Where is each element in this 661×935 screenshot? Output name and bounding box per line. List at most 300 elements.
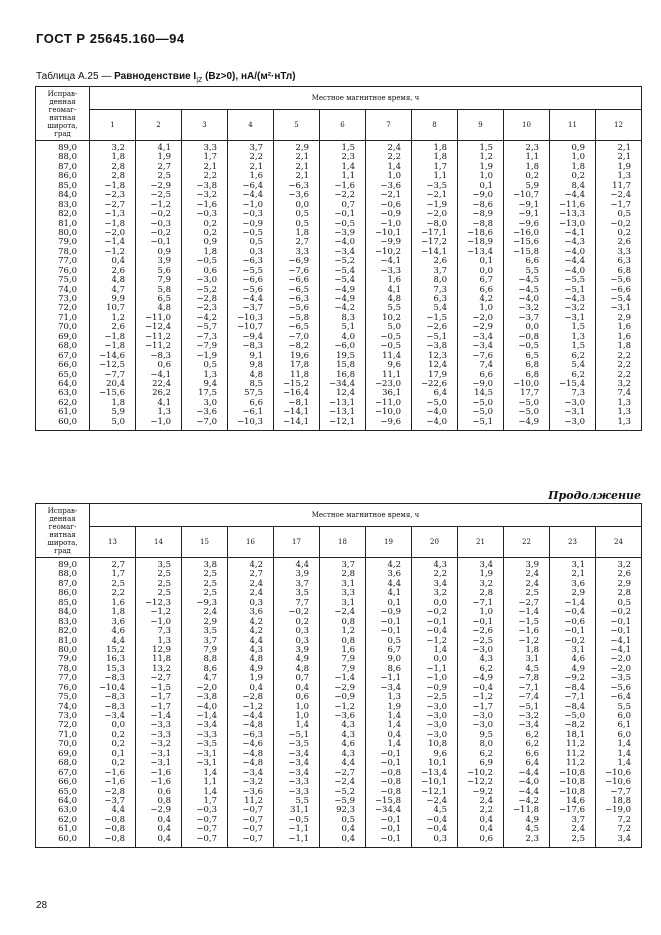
table-cell: −3,1 bbox=[564, 312, 585, 323]
latitude-value: 75,0 bbox=[58, 692, 77, 703]
table-cell: 2,3 bbox=[341, 152, 355, 163]
table-cell: 2,3 bbox=[525, 143, 539, 153]
table-cell: −5,1 bbox=[564, 284, 585, 295]
table-cell: −1,3 bbox=[104, 209, 125, 220]
table-cell: −4,0 bbox=[334, 237, 355, 248]
latitude-value: 76,0 bbox=[58, 265, 77, 276]
table-cell: 9,8 bbox=[249, 360, 263, 371]
table-cell: −17,2 bbox=[420, 237, 447, 248]
table-cell: −15,2 bbox=[282, 378, 309, 389]
table-cell: −9,6 bbox=[518, 218, 539, 229]
table-cell: 9,1 bbox=[249, 350, 263, 361]
table-cell: 11,2 bbox=[244, 795, 263, 806]
latitude-value: 69,0 bbox=[58, 748, 77, 759]
table-cell: 1,9 bbox=[249, 673, 263, 684]
latitude-header-line: град bbox=[54, 129, 71, 138]
table-cell: 5,5 bbox=[525, 265, 539, 276]
latitude-header-line: град bbox=[54, 546, 71, 555]
hour-header: 6 bbox=[320, 110, 366, 141]
table-cell: −5,0 bbox=[518, 407, 539, 418]
table-cell: 2,4 bbox=[571, 824, 585, 835]
table-cell: 4,8 bbox=[387, 294, 401, 304]
latitude-column bbox=[36, 558, 90, 848]
table-cell: −7,1 bbox=[472, 597, 493, 608]
table-cell: 1,8 bbox=[433, 143, 447, 153]
latitude-value: 82,0 bbox=[58, 209, 77, 220]
table-cell: −4,9 bbox=[334, 294, 355, 304]
table-cell: 0,9 bbox=[571, 143, 585, 153]
table-cell: −0,7 bbox=[242, 824, 263, 835]
table-cell: −0,8 bbox=[104, 824, 125, 835]
table-cell: 4,1 bbox=[387, 588, 401, 599]
table-cell: −3,4 bbox=[288, 767, 309, 778]
table-cell: −3,8 bbox=[196, 180, 217, 191]
table-cell: 3,3 bbox=[341, 588, 355, 599]
table-cell: −3,4 bbox=[196, 720, 217, 731]
table-cell: −1,4 bbox=[518, 607, 539, 618]
table-cell: 3,1 bbox=[571, 560, 585, 570]
table-cell: 0,4 bbox=[249, 682, 263, 693]
table-cell: −0,7 bbox=[242, 805, 263, 816]
table-cell: 4,5 bbox=[525, 824, 539, 835]
table-cell: 1,8 bbox=[525, 644, 539, 655]
page-number: 28 bbox=[36, 900, 48, 911]
table-cell: −10,3 bbox=[236, 312, 263, 323]
table-cell: 4,3 bbox=[341, 729, 355, 740]
table-cell: −4,1 bbox=[380, 256, 401, 267]
table-cell: −2,4 bbox=[426, 795, 447, 806]
value-column bbox=[90, 141, 136, 431]
table-cell: −0,1 bbox=[472, 616, 493, 627]
table-cell: −4,6 bbox=[242, 739, 263, 750]
latitude-value: 63,0 bbox=[58, 805, 77, 816]
hour-header: 9 bbox=[458, 110, 504, 141]
value-column bbox=[412, 141, 458, 431]
table-cell: 4,8 bbox=[249, 654, 263, 665]
table-cell: 0,4 bbox=[479, 814, 493, 825]
table-cell: 2,4 bbox=[249, 588, 263, 599]
table-cell: −2,0 bbox=[610, 663, 632, 674]
table-cell: 1,6 bbox=[617, 331, 632, 342]
table-cell: −3,9 bbox=[334, 227, 355, 238]
latitude-header-line: широта, bbox=[47, 121, 78, 130]
table-cell: −5,6 bbox=[610, 275, 632, 286]
table-cell: 19,5 bbox=[336, 350, 355, 361]
latitude-value: 66,0 bbox=[58, 360, 77, 371]
table-cell: 0,1 bbox=[479, 256, 493, 267]
table-cell: −3,2 bbox=[242, 777, 263, 788]
latitude-value: 80,0 bbox=[58, 644, 77, 655]
table-cell: −8,3 bbox=[104, 701, 125, 712]
table-cell: −1,4 bbox=[196, 711, 217, 721]
table-cell: −7,3 bbox=[196, 331, 217, 342]
table-cell: −5,6 bbox=[610, 682, 632, 693]
table-cell: 1,9 bbox=[617, 161, 632, 172]
table-cell: 1,4 bbox=[295, 720, 309, 731]
table-cell: 2,2 bbox=[617, 350, 632, 361]
table-cell: 3,9 bbox=[525, 560, 539, 570]
table-cell: 4,5 bbox=[433, 805, 447, 816]
table-cell: −6,1 bbox=[242, 407, 263, 418]
table-cell: 8,3 bbox=[341, 312, 355, 323]
table-cell: 10,1 bbox=[428, 758, 447, 769]
table-cell: −0,1 bbox=[610, 616, 632, 627]
table-cell: 2,5 bbox=[571, 833, 585, 844]
table-cell: −4,3 bbox=[564, 294, 585, 304]
table-cell: 10,2 bbox=[382, 312, 401, 323]
table-cell: 1,0 bbox=[387, 171, 401, 182]
table-cell: −22,6 bbox=[420, 378, 447, 389]
value-column bbox=[550, 141, 596, 431]
table-cell: 4,9 bbox=[525, 814, 539, 825]
table-cell: 1,5 bbox=[341, 143, 355, 153]
table-cell: −4,5 bbox=[518, 275, 539, 286]
table-cell: 1,4 bbox=[387, 711, 401, 721]
table-cell: −1,6 bbox=[334, 180, 355, 191]
latitude-value: 86,0 bbox=[58, 588, 77, 599]
latitude-value: 64,0 bbox=[58, 378, 77, 389]
table-cell: −5,0 bbox=[564, 711, 585, 721]
latitude-value: 76,0 bbox=[58, 682, 77, 693]
latitude-header-line: геомаг- bbox=[48, 105, 77, 114]
latitude-value: 87,0 bbox=[58, 578, 77, 589]
table-cell: 2,2 bbox=[203, 171, 217, 182]
table-cell: −1,4 bbox=[104, 237, 125, 248]
hour-header: 15 bbox=[182, 527, 228, 558]
table-cell: 9,4 bbox=[203, 378, 217, 389]
table-cell: −3,4 bbox=[472, 341, 493, 352]
table-cell: −2,6 bbox=[426, 322, 447, 333]
table-cell: −0,3 bbox=[196, 805, 217, 816]
table-cell: −1,2 bbox=[150, 607, 171, 618]
table-cell: 2,5 bbox=[157, 171, 171, 182]
value-column bbox=[596, 558, 642, 848]
table-cell: −1,4 bbox=[334, 673, 355, 684]
table-cell: −4,0 bbox=[564, 246, 585, 257]
value-column bbox=[228, 141, 274, 431]
table-cell: −3,1 bbox=[196, 748, 217, 759]
table-cell: −2,3 bbox=[196, 303, 217, 314]
table-cell: 1,8 bbox=[111, 152, 125, 163]
table-cell: −17,1 bbox=[420, 227, 447, 238]
table-cell: −3,3 bbox=[150, 720, 171, 731]
latitude-value: 68,0 bbox=[58, 341, 77, 352]
table-cell: −2,0 bbox=[472, 312, 493, 323]
table-cell: 5,9 bbox=[525, 180, 539, 191]
table-cell: −15,6 bbox=[512, 237, 539, 248]
table-cell: −2,8 bbox=[242, 692, 263, 703]
table-cell: −3,4 bbox=[288, 758, 309, 769]
table-cell: −7,6 bbox=[472, 350, 493, 361]
table-cell: −0,8 bbox=[104, 833, 125, 844]
latitude-value: 65,0 bbox=[58, 369, 77, 380]
table-cell: −0,4 bbox=[426, 814, 447, 825]
table-cell: 1,1 bbox=[203, 777, 217, 788]
table-cell: −14,1 bbox=[282, 407, 309, 418]
table-cell: −0,9 bbox=[380, 209, 401, 220]
table-cell: −1,2 bbox=[518, 635, 539, 646]
table-cell: 1,3 bbox=[617, 397, 632, 408]
table-cell: −2,7 bbox=[150, 673, 171, 684]
table-cell: −8,4 bbox=[564, 701, 585, 712]
table-cell: −0,3 bbox=[196, 209, 217, 220]
value-column bbox=[504, 141, 550, 431]
table-cell: −4,2 bbox=[196, 312, 217, 323]
table-cell: −0,2 bbox=[288, 607, 309, 618]
table-cell: 2,6 bbox=[111, 322, 125, 333]
table-cell: −1,6 bbox=[104, 777, 125, 788]
table-cell: 0,1 bbox=[479, 180, 493, 191]
latitude-value: 79,0 bbox=[58, 654, 77, 665]
table-cell: −3,2 bbox=[150, 739, 171, 750]
table-cell: −4,4 bbox=[518, 767, 539, 778]
table-cell: −3,3 bbox=[288, 777, 309, 788]
table-cell: −1,8 bbox=[104, 341, 125, 352]
table-cell: −2,1 bbox=[380, 190, 401, 201]
latitude-value: 78,0 bbox=[58, 663, 77, 674]
caption-condition: (Bz>0), нА/(м²·нТл) bbox=[202, 71, 296, 82]
table-cell: 5,5 bbox=[617, 701, 632, 712]
table-cell: 3,9 bbox=[157, 256, 171, 267]
table-cell: −7,4 bbox=[518, 692, 539, 703]
table-cell: −8,3 bbox=[242, 341, 263, 352]
table-cell: −9,2 bbox=[472, 786, 493, 797]
table-cell: −0,1 bbox=[334, 209, 355, 220]
table-cell: 4,7 bbox=[111, 284, 125, 295]
table-cell: 4,1 bbox=[157, 143, 171, 153]
table-cell: 4,7 bbox=[203, 673, 217, 684]
table-cell: −10,2 bbox=[374, 246, 401, 257]
table-cell: 7,2 bbox=[617, 814, 632, 825]
table-cell: −3,7 bbox=[104, 795, 125, 806]
latitude-column bbox=[36, 141, 90, 431]
table-cell: −10,1 bbox=[374, 227, 401, 238]
caption-subscript: |Z bbox=[196, 77, 203, 84]
table-cell: 1,4 bbox=[387, 161, 401, 172]
table-cell: −10,7 bbox=[512, 190, 539, 201]
table-cell: 11,2 bbox=[566, 758, 585, 769]
table-cell: −3,3 bbox=[150, 729, 171, 740]
table-cell: 2,5 bbox=[525, 588, 539, 599]
table-cell: −4,2 bbox=[518, 795, 539, 806]
table-cell: 0,5 bbox=[295, 218, 309, 229]
table-cell: −0,4 bbox=[426, 626, 447, 637]
table-cell: −1,8 bbox=[104, 331, 125, 342]
hour-header: 17 bbox=[274, 527, 320, 558]
table-cell: −13,4 bbox=[466, 246, 493, 257]
table-cell: −3,5 bbox=[426, 180, 447, 191]
latitude-value: 81,0 bbox=[58, 218, 77, 229]
table-cell: 12,9 bbox=[152, 644, 171, 655]
table-cell: −5,1 bbox=[472, 416, 493, 427]
table-cell: 7,3 bbox=[157, 626, 171, 637]
table-cell: 6,7 bbox=[479, 275, 493, 286]
local-time-header: Местное магнитное время, ч bbox=[90, 87, 642, 110]
table-cell: −0,5 bbox=[196, 256, 217, 267]
table-cell: 1,7 bbox=[433, 161, 447, 172]
table-cell: 2,1 bbox=[203, 161, 217, 172]
table-cell: 6,6 bbox=[525, 748, 539, 759]
table-cell: −10,1 bbox=[420, 777, 447, 788]
table-cell: −5,6 bbox=[288, 303, 309, 314]
table-cell: −0,2 bbox=[150, 227, 171, 238]
table-cell: 4,1 bbox=[157, 397, 171, 408]
table-cell: 1,4 bbox=[387, 739, 401, 750]
table-cell: −1,7 bbox=[610, 199, 632, 210]
table-cell: −1,0 bbox=[150, 616, 171, 627]
table-cell: 3,7 bbox=[203, 635, 217, 646]
table-cell: 8,4 bbox=[571, 180, 585, 191]
table-cell: −1,6 bbox=[150, 777, 171, 788]
table-cell: −0,5 bbox=[288, 814, 309, 825]
table-cell: −3,3 bbox=[196, 729, 217, 740]
table-cell: 4,9 bbox=[249, 663, 263, 674]
table-cell: 2,7 bbox=[295, 237, 309, 248]
table-cell: −0,7 bbox=[196, 814, 217, 825]
value-column bbox=[274, 141, 320, 431]
table-cell: 92,3 bbox=[336, 805, 355, 816]
table-cell: −2,4 bbox=[334, 607, 355, 618]
table-cell: 0,6 bbox=[157, 360, 171, 371]
table-cell: 6,2 bbox=[479, 748, 493, 759]
latitude-value: 72,0 bbox=[58, 303, 77, 314]
table-cell: 2,6 bbox=[433, 256, 447, 267]
table-cell: 7,7 bbox=[295, 597, 309, 608]
table-cell: −4,1 bbox=[564, 227, 585, 238]
table-cell: −1,5 bbox=[518, 616, 539, 627]
value-column bbox=[228, 558, 274, 848]
table-cell: −3,4 bbox=[104, 711, 125, 721]
value-column bbox=[182, 558, 228, 848]
latitude-value: 85,0 bbox=[58, 597, 77, 608]
latitude-value: 60,0 bbox=[58, 416, 77, 427]
table-cell: −0,1 bbox=[380, 748, 401, 759]
table-cell: −5,5 bbox=[242, 265, 263, 276]
table-cell: −13,3 bbox=[558, 209, 585, 220]
table-cell: −3,6 bbox=[242, 786, 263, 797]
table-cell: −4,4 bbox=[242, 294, 263, 304]
table-cell: −9,3 bbox=[196, 597, 217, 608]
table-cell: 3,6 bbox=[387, 569, 401, 580]
table-cell: −0,7 bbox=[196, 824, 217, 835]
table-cell: 1,4 bbox=[387, 720, 401, 731]
table-cell: 1,6 bbox=[387, 275, 401, 286]
table-row bbox=[36, 141, 642, 431]
hour-header: 4 bbox=[228, 110, 274, 141]
table-cell: −2,0 bbox=[610, 654, 632, 665]
table-cell: −8,3 bbox=[150, 350, 171, 361]
table-hours-13-24 bbox=[35, 503, 642, 848]
table-cell: −11,8 bbox=[512, 805, 539, 816]
table-cell: 6,4 bbox=[433, 388, 447, 399]
table-cell: −12,4 bbox=[144, 322, 171, 333]
hour-header: 7 bbox=[366, 110, 412, 141]
table-cell: 6,6 bbox=[479, 284, 493, 295]
table-cell: −1,4 bbox=[564, 597, 585, 608]
table-cell: 4,4 bbox=[387, 578, 401, 589]
table-cell: −5,4 bbox=[334, 265, 355, 276]
table-cell: −6,4 bbox=[610, 692, 632, 703]
table-cell: 1,8 bbox=[111, 397, 125, 408]
table-cell: 9,0 bbox=[387, 654, 401, 665]
table-cell: 8,8 bbox=[203, 654, 217, 665]
table-cell: 6,4 bbox=[525, 758, 539, 769]
hour-header: 2 bbox=[136, 110, 182, 141]
table-cell: −7,1 bbox=[518, 682, 539, 693]
table-cell: 14,5 bbox=[474, 388, 493, 399]
hour-header: 20 bbox=[412, 527, 458, 558]
table-cell: 11,4 bbox=[382, 350, 401, 361]
table-cell: 4,2 bbox=[387, 560, 401, 570]
table-cell: −8,9 bbox=[472, 209, 493, 220]
table-cell: 4,2 bbox=[249, 560, 263, 570]
table-cell: 3,3 bbox=[295, 246, 309, 257]
table-cell: 57,5 bbox=[244, 388, 263, 399]
table-cell: 3,1 bbox=[341, 597, 355, 608]
table-cell: 4,4 bbox=[341, 758, 355, 769]
table-cell: −2,0 bbox=[104, 227, 125, 238]
table-cell: 3,9 bbox=[295, 569, 309, 580]
table-cell: 2,4 bbox=[249, 578, 263, 589]
table-cell: −0,8 bbox=[380, 786, 401, 797]
table-cell: 0,7 bbox=[295, 673, 309, 684]
table-cell: 0,2 bbox=[571, 171, 585, 182]
table-cell: −4,1 bbox=[610, 644, 632, 655]
table-cell: 0,8 bbox=[157, 795, 171, 806]
latitude-value: 86,0 bbox=[58, 171, 77, 182]
table-cell: 0,3 bbox=[295, 635, 309, 646]
table-cell: 1,5 bbox=[571, 322, 585, 333]
table-cell: −0,2 bbox=[610, 218, 632, 229]
table-cell: 4,4 bbox=[249, 635, 263, 646]
table-cell: 0,2 bbox=[203, 227, 217, 238]
table-cell: 2,2 bbox=[111, 588, 125, 599]
table-cell: 1,3 bbox=[157, 407, 171, 418]
table-cell: −0,5 bbox=[518, 341, 539, 352]
table-cell: −3,6 bbox=[196, 407, 217, 418]
latitude-value: 69,0 bbox=[58, 331, 77, 342]
table-cell: 18,8 bbox=[612, 795, 632, 806]
table-cell: −5,7 bbox=[196, 322, 217, 333]
table-cell: −1,2 bbox=[334, 701, 355, 712]
table-cell: 4,3 bbox=[479, 654, 493, 665]
table-cell: −3,0 bbox=[472, 711, 493, 721]
latitude-value: 84,0 bbox=[58, 190, 77, 201]
table-cell: −0,6 bbox=[380, 199, 401, 210]
table-cell: −8,6 bbox=[472, 199, 493, 210]
table-cell: 12,4 bbox=[336, 388, 355, 399]
table-cell: 1,0 bbox=[571, 152, 585, 163]
table-cell: 8,5 bbox=[249, 378, 263, 389]
table-cell: −3,6 bbox=[288, 190, 309, 201]
hour-header: 5 bbox=[274, 110, 320, 141]
table-cell: −9,4 bbox=[242, 331, 263, 342]
table-cell: 0,2 bbox=[111, 758, 125, 769]
latitude-header-line: Исправ- bbox=[47, 89, 78, 98]
table-cell: −3,8 bbox=[196, 692, 217, 703]
table-cell: 17,7 bbox=[520, 388, 539, 399]
table-cell: 7,9 bbox=[157, 275, 171, 286]
latitude-value: 87,0 bbox=[58, 161, 77, 172]
table-hours-1-12 bbox=[35, 86, 642, 431]
table-cell: −2,7 bbox=[104, 199, 125, 210]
table-cell: −10,6 bbox=[604, 767, 632, 778]
table-cell: −2,9 bbox=[150, 180, 171, 191]
table-cell: −14,1 bbox=[420, 246, 447, 257]
table-cell: 5,5 bbox=[387, 303, 401, 314]
table-cell: −1,4 bbox=[150, 711, 171, 721]
table-cell: 7,3 bbox=[433, 284, 447, 295]
